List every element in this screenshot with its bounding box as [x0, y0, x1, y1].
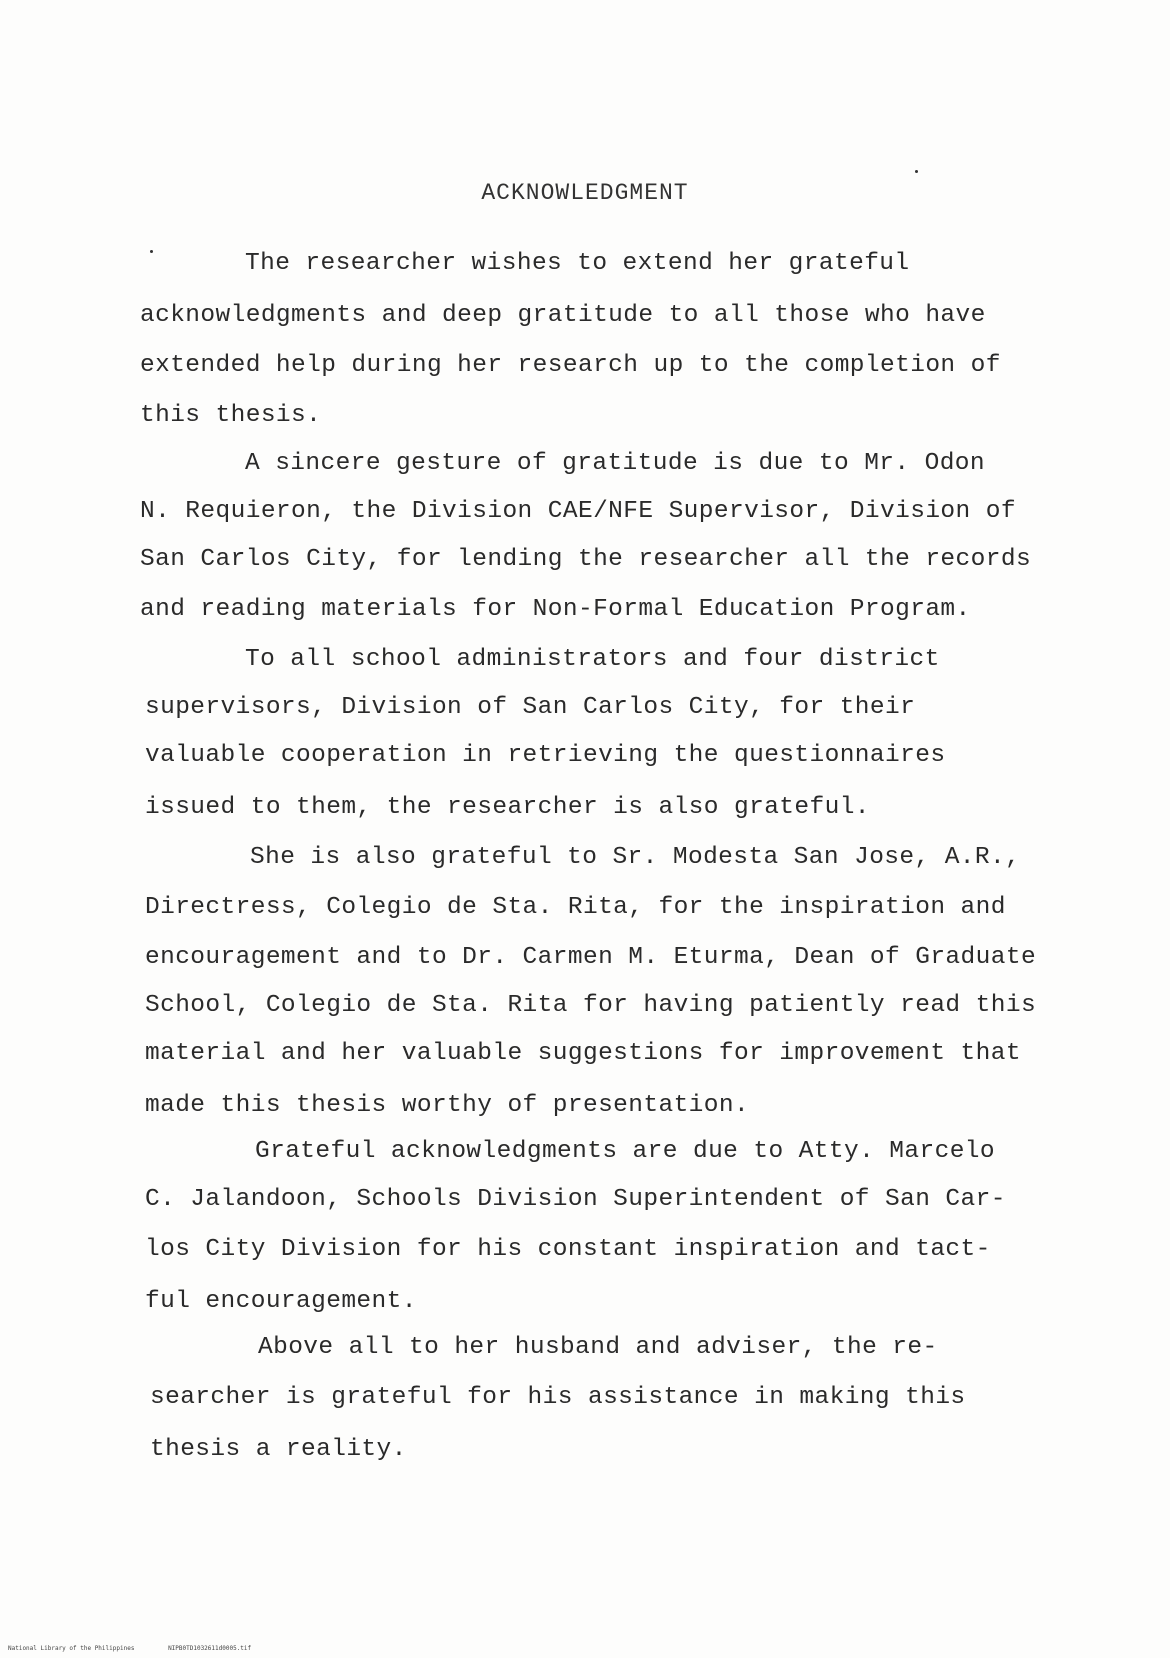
text-line: To all school administrators and four district [245, 646, 940, 673]
text-line: and reading materials for Non-Formal Education Program. [140, 596, 971, 623]
text-line: encouragement and to Dr. Carmen M. Eturma, Dean of Graduate [145, 944, 1037, 971]
text-line: School, Colegio de Sta. Rita for having patiently read this [145, 992, 1037, 1019]
text-line: Above all to her husband and adviser, the re- [258, 1334, 938, 1361]
text-line: C. Jalandoon, Schools Division Superintendent of San Car- [145, 1186, 1006, 1213]
library-credit: National Library of the Philippines [8, 1645, 135, 1652]
text-line: made this thesis worthy of presentation. [145, 1092, 750, 1119]
text-line: Directress, Colegio de Sta. Rita, for the inspiration and [145, 894, 1006, 921]
text-line: The researcher wishes to extend her grateful [245, 250, 910, 277]
text-line: material and her valuable suggestions for improvement that [145, 1040, 1021, 1067]
text-line: searcher is grateful for his assistance in making this [150, 1384, 966, 1411]
text-line: extended help during her research up to the completion of [140, 352, 1001, 379]
text-line: San Carlos City, for lending the researcher all the records [140, 546, 1032, 573]
text-line: She is also grateful to Sr. Modesta San Jose, A.R., [250, 844, 1021, 871]
scan-footer [8, 1645, 281, 1652]
text-line: thesis a reality. [150, 1436, 407, 1463]
text-line: valuable cooperation in retrieving the questionnaires [145, 742, 946, 769]
file-id: NIPB0TD1032611d0005.tif [168, 1645, 252, 1652]
text-line: los City Division for his constant inspiration and tact- [145, 1236, 991, 1263]
page-title: ACKNOWLEDGMENT [481, 180, 689, 206]
text-line: N. Requieron, the Division CAE/NFE Supervisor, Division of [140, 498, 1016, 525]
scan-speck [915, 170, 918, 173]
scan-speck [150, 250, 153, 253]
text-line: supervisors, Division of San Carlos City, for their [145, 694, 916, 721]
text-line: ful encouragement. [145, 1288, 417, 1315]
text-line: Grateful acknowledgments are due to Atty. Marcelo [255, 1138, 996, 1165]
text-line: A sincere gesture of gratitude is due to Mr. Odon [245, 450, 986, 477]
text-line: this thesis. [140, 402, 322, 429]
text-line: acknowledgments and deep gratitude to all those who have [140, 302, 986, 329]
text-line: issued to them, the researcher is also grateful. [145, 794, 870, 821]
